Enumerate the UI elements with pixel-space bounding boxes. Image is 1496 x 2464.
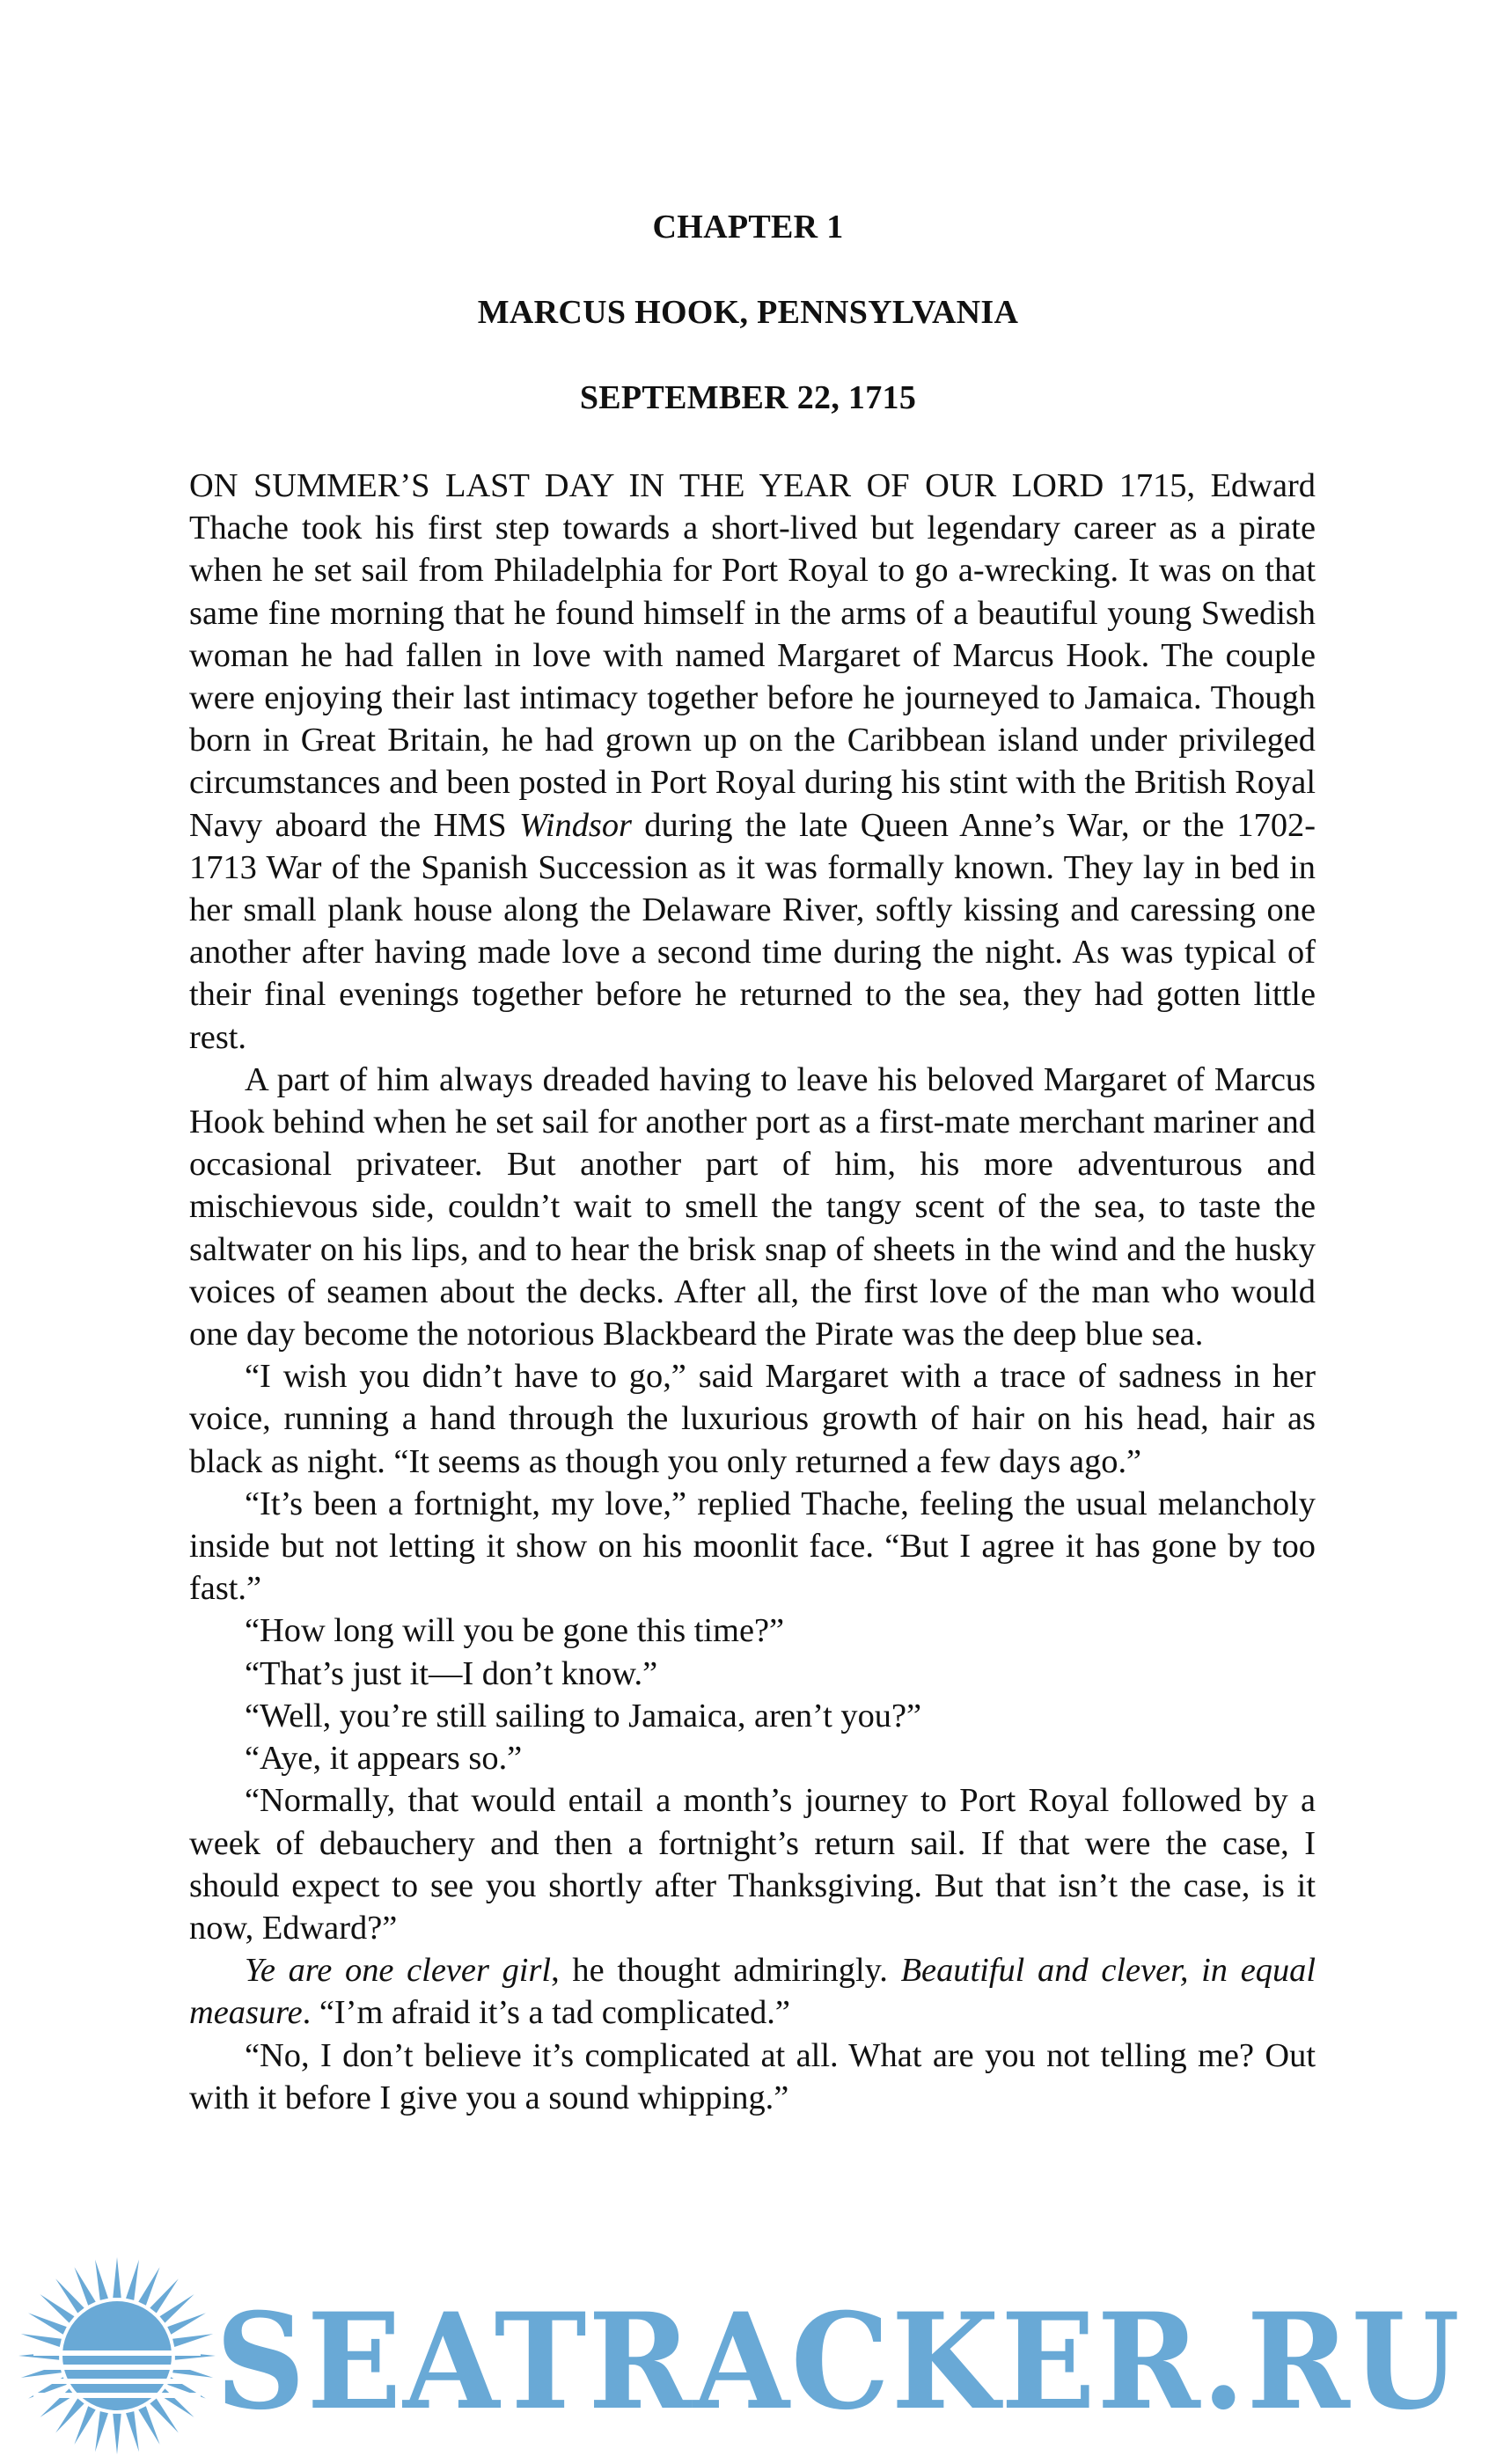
chapter-number: CHAPTER 1 <box>652 209 844 246</box>
sun-ray <box>113 2414 121 2454</box>
chapter-date: SEPTEMBER 22, 1715 <box>579 379 917 416</box>
watermark <box>0 2253 1496 2464</box>
paragraph: ON SUMMER’S LAST DAY IN THE YEAR OF OUR LORD 1715, Edward Thache took his first step towards a short-lived but legendary career as a pirate when he set sail from Philadelphia for Port Royal to go a-wrecking. It was on that same fine morning that he found himself in the arms of a beautiful young Swedish woman he had fallen in love with named Margaret of Marcus Hook. The couple were enjoying their last intimacy together before he journeyed to Jamaica. Though born in Great Britain, he had grown up on the Caribbean island under privileged circumstances and been posted in Port Royal during his stint with the British Royal Navy aboard the HMS Windsor during the late Queen Anne’s War, or the 1702-1713 War of the Spanish Succession as it was formally known. They lay in bed in her small plank house along the Delaware River, softly kissing and caressing one another after having made love a second time during the night. As was typical of their final evenings together before he returned to the sea, they had gotten little rest. <box>189 467 1316 1056</box>
sun-icon <box>16 2255 218 2457</box>
sun-ray <box>126 2411 139 2452</box>
sun-ray <box>21 2334 62 2347</box>
chapter-body <box>189 465 1316 2119</box>
watermark-text: SEATRACKER.RU <box>216 2284 1462 2439</box>
sun-ray <box>172 2334 213 2347</box>
inner-thought: Beautiful and clever, in equal measure <box>189 1952 1316 2032</box>
sun-ray <box>167 2313 206 2334</box>
paragraph: “How long will you be gone this time?” <box>245 1612 785 1650</box>
sun-ray <box>28 2313 67 2334</box>
paragraph: Ye are one clever girl, he thought admiringly. Beautiful and clever, in equal measure. “I’m afraid it’s a tad complicated.” <box>189 1952 1316 2032</box>
paragraph: “Well, you’re still sailing to Jamaica, aren’t you?” <box>245 1697 922 1734</box>
paragraph: A part of him always dreaded having to leave his beloved Margaret of Marcus Hook behind when he set sail for another port as a first-mate merchant mariner and occasional privateer. But another part of him, his more adventurous and mischievous side, couldn’t wait to smell the tangy scent of the sea, to taste the saltwater on his lips, and to hear the brisk snap of sheets in the wind and the husky voices of seamen about the decks. After all, the first love of the man who would one day become the notorious Blackbeard the Pirate was the deep blue sea. <box>189 1060 1316 1353</box>
paragraph: “That’s just it—I don’t know.” <box>245 1654 658 1692</box>
sun-ray <box>138 2406 159 2445</box>
paragraph: “It’s been a fortnight, my love,” replied Thache, feeling the usual melancholy inside but not letting it show on his moonlit face. “But I agree it has gone by too fast.” <box>189 1485 1316 1608</box>
sun-ray <box>95 2260 108 2300</box>
sun-ray <box>113 2257 121 2298</box>
sun-ray <box>126 2260 139 2300</box>
chapter-location: MARCUS HOOK, PENNSYLVANIA <box>477 294 1019 331</box>
inner-thought: Ye are one clever girl <box>245 1952 552 1990</box>
sun-ray <box>138 2267 159 2306</box>
sun-ray <box>95 2411 108 2452</box>
paragraph: “Normally, that would entail a month’s journey to Port Royal followed by a week of debauchery and then a fortnight’s return sail. If that were the case, I should expect to see you shortly after Thanksgiving. But that isn’t the case, is it now, Edward?” <box>189 1782 1316 1947</box>
paragraph: “I wish you didn’t have to go,” said Margaret with a trace of sadness in her voice, running a hand through the luxurious growth of hair on his head, hair as black as night. “It seems as though you only returned a few days ago.” <box>189 1358 1316 1480</box>
ship-name: Windsor <box>518 806 632 844</box>
sun-ray <box>74 2267 95 2306</box>
paragraph: “Aye, it appears so.” <box>245 1740 523 1778</box>
paragraph: “No, I don’t believe it’s complicated at all. What are you not telling me? Out with it before I give you a sound whipping.” <box>189 2036 1316 2116</box>
sun-ray <box>74 2406 95 2445</box>
